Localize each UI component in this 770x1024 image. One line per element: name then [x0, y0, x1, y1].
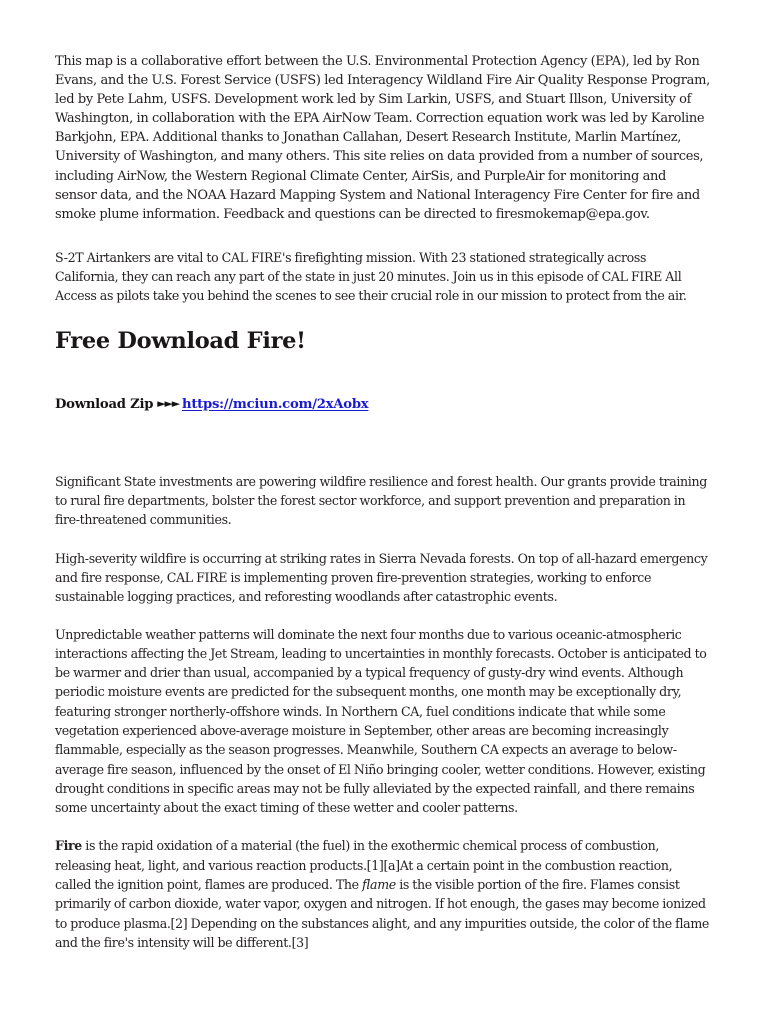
download-link[interactable]: https://mciun.com/2xAobx [181, 396, 369, 412]
flame-term-italic: flame [362, 877, 396, 893]
paragraph-fire-definition [55, 836, 711, 952]
paragraph-investments: Significant State investments are powering wildfire resilience and forest health. Our grants provide training to rural fire departments, bolster the forest sector workforce, and support prevention and preparation in fire-threatened communities. [55, 473, 707, 528]
spacer [55, 232, 711, 248]
page-title: Free Download Fire! [55, 327, 306, 354]
paragraph-high-severity: High-severity wildfire is occurring at striking rates in Sierra Nevada forests. On top of all-hazard emergency and fire response, CAL FIRE is implementing proven fire-prevention strategies, working to enforce sustainable logging practices, and reforesting woodlands after catastrophic events. [55, 550, 708, 605]
paragraph-block-weather [55, 625, 711, 818]
paragraph-block-investments [55, 472, 711, 530]
spacer [55, 306, 711, 328]
fire-definition-part-1: is the rapid oxidation of a material (the fuel) in the exothermic chemical process of combustion, releasing heat, light, and various reaction products.[1][a]At a certain point in the combustion reaction, called the ignition point, flames are produced. The [55, 838, 673, 893]
paragraph-block-fire-definition [55, 836, 711, 952]
paragraph-weather-outlook: Unpredictable weather patterns will dominate the next four months due to various oceanic-atmospheric interactions affecting the Jet Stream, leading to uncertainties in monthly forecasts. October is anticipated to be warmer and drier than usual, accompanied by a typical frequency of gusty-dry wind events. Although periodic moisture events are predicted for the subsequent months, one month may be exceptionally dry, featuring stronger northerly-offshore winds. In Northern CA, fuel conditions indicate that while some vegetation experienced above-average moisture in September, other areas are becoming increasingly flammable, especially as the season progresses. Meanwhile, Southern CA expects an average to below-average fire season, influenced by the onset of El Niño bringing cooler, wetter conditions. However, existing drought conditions in specific areas may not be fully alleviated by the expected rainfall, and there remains some uncertainty about the exact timing of these wetter and cooler patterns. [55, 626, 707, 816]
fire-definition-part-2: is the visible portion of the fire. Flames consist primarily of carbon dioxide, water vapor, oxygen and nitrogen. If hot enough, the gases may become ionized to produce plasma.[2] Depending on the substances alight, and any impurities outside, the color of the flame and the fire's intensity will be different.[3] [55, 877, 710, 950]
download-row [55, 395, 711, 414]
paragraph-credits: This map is a collaborative effort between the U.S. Environmental Protection Agency (EPA), led by Ron Evans, and the U.S. Forest Service (USFS) led Interagency Wildland Fire Air Quality Response Program, led by Pete Lahm, USFS. Development work led by Sim Larkin, USFS, and Stuart Illson, University of Washington, in collaboration with the EPA AirNow Team. Correction equation work was led by Karoline Barkjohn, EPA. Additional thanks to Jonathan Callahan, Desert Research Institute, Marlin Martínez, University of Washington, and many others. This site relies on data provided from a number of sources, including AirNow, the Western Regional Climate Center, AirSis, and PurpleAir for monitoring and sensor data, and the NOAA Hazard Mapping System and National Interagency Fire Center for fire and smoke plume information. Feedback and questions can be directed to firesmokemap@epa.gov. [55, 54, 710, 222]
spacer [55, 355, 711, 395]
download-label: Download Zip [55, 396, 154, 412]
paragraph-block-high-severity [55, 549, 711, 607]
triple-right-arrow-icon: ►►► [157, 396, 179, 410]
spacer [55, 414, 711, 472]
document-content [55, 52, 711, 952]
fire-term-bold: Fire [55, 838, 82, 854]
paragraph-airtankers: S-2T Airtankers are vital to CAL FIRE's firefighting mission. With 23 stationed strategically across California, they can reach any part of the state in just 20 minutes. Join us in this episode of CAL FIRE All Access as pilots take you behind the scenes to see their crucial role in our mission to protect from the air. [55, 249, 687, 304]
